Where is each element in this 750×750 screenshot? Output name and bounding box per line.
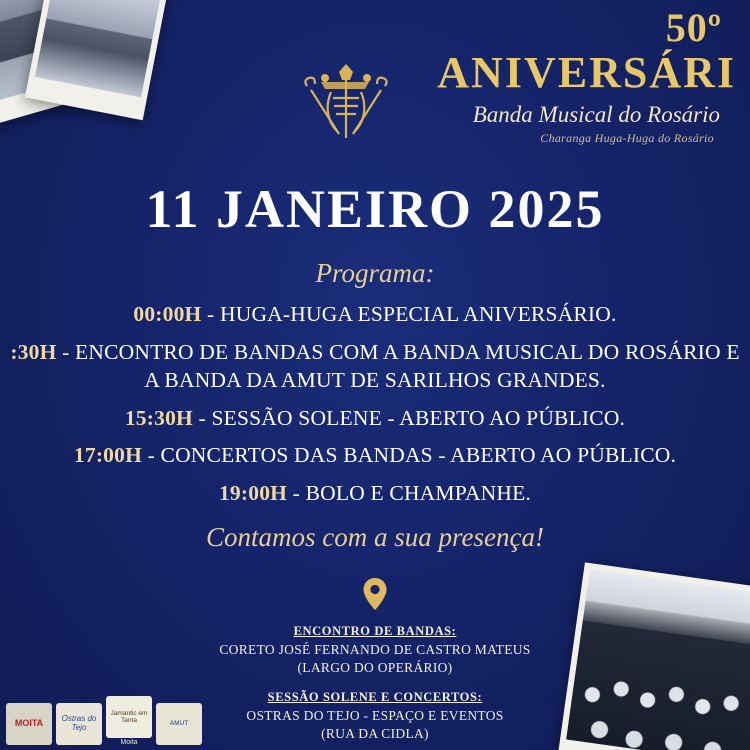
program-item bbox=[0, 404, 750, 433]
program-item-time: :30H bbox=[10, 339, 57, 364]
program-item-separator: - bbox=[56, 339, 76, 364]
location-pin-icon bbox=[363, 578, 387, 615]
sponsor-logo bbox=[6, 703, 52, 746]
anniversary-number: 50º bbox=[665, 5, 722, 50]
photo-image bbox=[35, 0, 160, 98]
venue-line: (LARGO DO OPERÁRIO) bbox=[297, 660, 453, 675]
program-item bbox=[0, 441, 750, 470]
program-item-text: BOLO E CHAMPANHE. bbox=[305, 480, 531, 505]
sponsor-caption: Moita bbox=[120, 739, 138, 746]
program-item-separator: - bbox=[142, 443, 161, 468]
program-item-time: 15:30H bbox=[124, 405, 193, 430]
program-item-text: SESSÃO SOLENE - ABERTO AO PÚBLICO. bbox=[211, 405, 626, 430]
program-item-separator: - bbox=[192, 405, 212, 430]
sponsor-logo bbox=[106, 696, 152, 746]
sponsor-logo bbox=[156, 703, 202, 746]
venue-line: (RUA DA CIDLA) bbox=[321, 726, 429, 741]
program-item-separator: - bbox=[287, 480, 306, 505]
program-item bbox=[0, 300, 750, 329]
sponsor-logo-text: Ostras do Tejo bbox=[61, 714, 97, 732]
program-item-text: CONCERTOS DAS BANDAS - ABERTO AO PÚBLICO. bbox=[160, 443, 677, 468]
closing-message: Contamos com a sua presença! bbox=[206, 522, 544, 552]
venue-title: ENCONTRO DE BANDAS: bbox=[293, 624, 457, 638]
program-label: Programa: bbox=[315, 258, 435, 288]
band-name: Banda Musical do Rosário bbox=[472, 102, 720, 128]
event-date: 11 JANEIRO 2025 bbox=[145, 179, 605, 239]
sponsor-logo bbox=[56, 703, 102, 746]
program-item-separator: - bbox=[201, 302, 220, 326]
sponsor-logo-image bbox=[156, 703, 202, 745]
sponsor-logos bbox=[6, 696, 202, 746]
venue-title: SESSÃO SOLENE E CONCERTOS: bbox=[267, 690, 483, 704]
anniversary-word: ANIVERSÁRI bbox=[437, 48, 736, 97]
program-item-time: 00:00H bbox=[133, 302, 202, 326]
sponsor-logo-text: AMUT bbox=[169, 720, 189, 728]
sponsor-logo-image bbox=[6, 703, 52, 745]
sponsor-logo-text: Jamantic em Tanta bbox=[110, 709, 148, 724]
venue-line: CORETO JOSÉ FERNANDO DE CASTRO MATEUS bbox=[219, 642, 531, 657]
sponsor-logo-image bbox=[106, 696, 152, 738]
program-item bbox=[0, 479, 750, 508]
venue-block bbox=[0, 624, 750, 676]
program-item-time: 17:00H bbox=[73, 443, 143, 468]
program-item-time: 19:00H bbox=[218, 480, 288, 505]
program-list bbox=[0, 300, 750, 517]
venue-line: OSTRAS DO TEJO - ESPAÇO E EVENTOS bbox=[246, 708, 504, 723]
program-item-text: HUGA-HUGA ESPECIAL ANIVERSÁRIO. bbox=[220, 302, 617, 326]
sponsor-logo-image bbox=[56, 703, 102, 745]
sponsor-logo-text: MOITA bbox=[14, 718, 44, 729]
band-subtitle: Charanga Huga-Huga do Rosário bbox=[540, 131, 714, 146]
program-item bbox=[0, 338, 750, 395]
lyre-crest-icon bbox=[281, 62, 411, 148]
program-item-text: ENCONTRO DE BANDAS COM A BANDA MUSICAL DO ROSÁRIO E A BANDA DA AMUT DE SARILHOS GRANDES. bbox=[75, 339, 740, 393]
